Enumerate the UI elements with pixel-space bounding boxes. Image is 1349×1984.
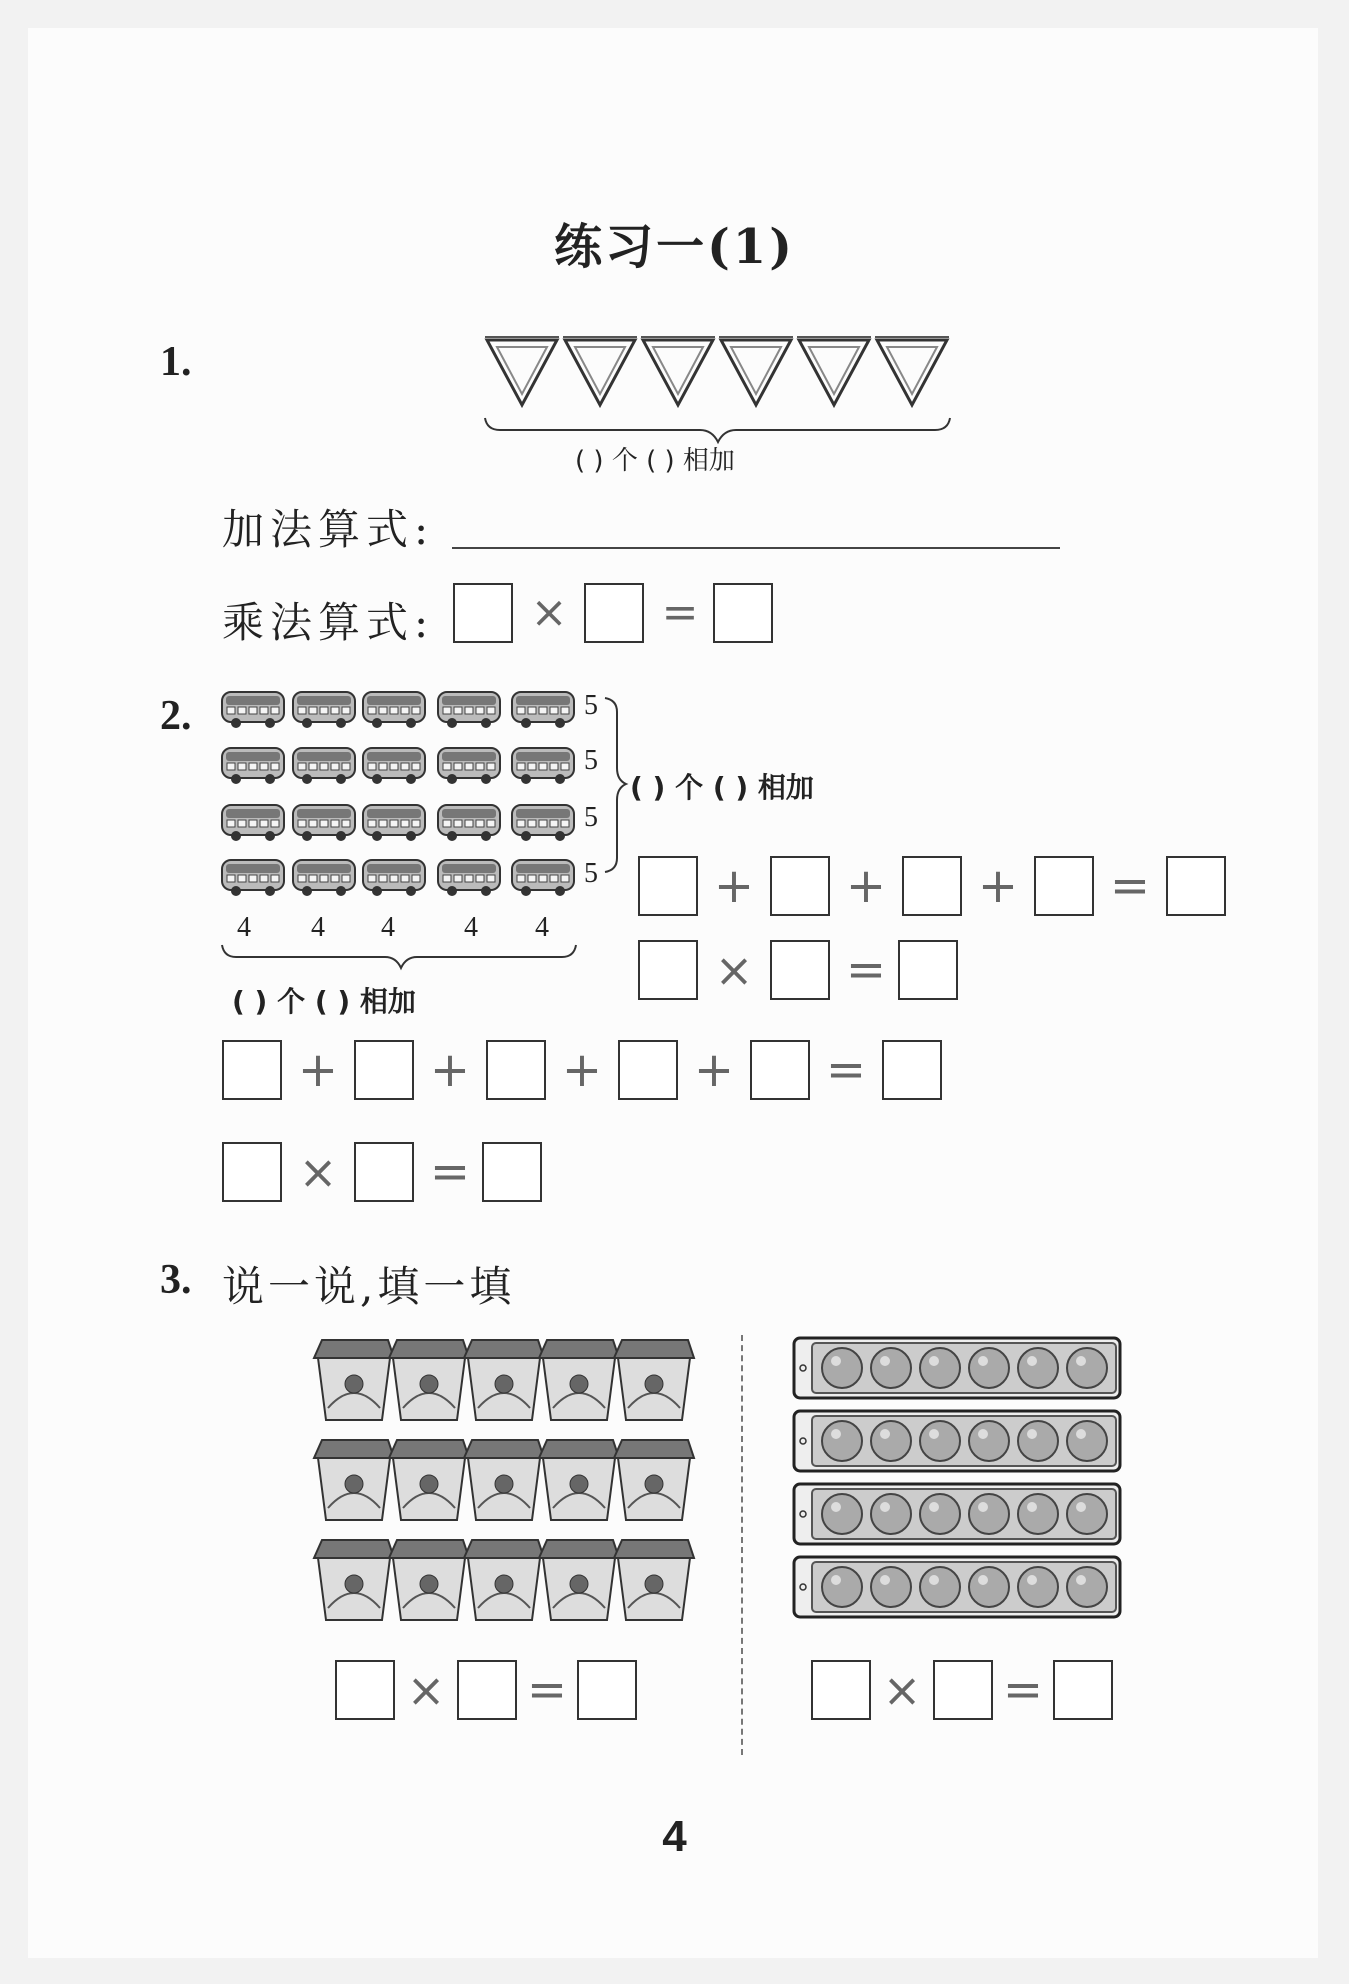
q2-row-plus-1: + xyxy=(713,858,755,914)
ball-icon xyxy=(920,1494,960,1534)
q2-row-mult-equals: = xyxy=(845,942,887,998)
ball-icon xyxy=(1067,1567,1107,1607)
q2-col-plus-3: + xyxy=(561,1042,603,1098)
q3-left-factor2-box[interactable] xyxy=(457,1660,517,1720)
q2-row-plus-2: + xyxy=(845,858,887,914)
ball-icon xyxy=(920,1421,960,1461)
page-title: 练习一(1) xyxy=(554,219,795,275)
q2-bottom-brace-text: ( ) 个 ( ) 相加 xyxy=(232,985,416,1018)
col-label-5: 4 xyxy=(535,912,549,943)
q3-left-product-box[interactable] xyxy=(577,1660,637,1720)
row-label-3: 5 xyxy=(584,802,598,833)
ball-icon xyxy=(1067,1421,1107,1461)
q2-row-times: × xyxy=(714,943,754,997)
q2-col-equals: = xyxy=(825,1042,867,1098)
ball-icon xyxy=(1067,1348,1107,1388)
q2-col-plus-4: + xyxy=(693,1042,735,1098)
col-label-1: 4 xyxy=(237,912,251,943)
ball-tray-icon xyxy=(794,1484,1120,1544)
question-3-number: 3. xyxy=(160,1257,192,1303)
q1-brace-text: ( ) 个 ( ) 相加 xyxy=(575,446,735,476)
q1-times-sign: × xyxy=(530,587,568,638)
col-label-4: 4 xyxy=(464,912,478,943)
ball-icon xyxy=(920,1348,960,1388)
ball-icon xyxy=(871,1567,911,1607)
ball-icon xyxy=(871,1494,911,1534)
q1-equals-sign: = xyxy=(661,587,699,638)
q2-row-plus-3: + xyxy=(977,858,1019,914)
addition-label: 加法算式: xyxy=(222,505,435,554)
row-label-4: 5 xyxy=(584,858,598,889)
ball-icon xyxy=(969,1348,1009,1388)
q3-right-product-box[interactable] xyxy=(1053,1660,1113,1720)
q2-row-equals: = xyxy=(1109,858,1151,914)
question-2-number: 2. xyxy=(160,693,192,739)
ball-icon xyxy=(1018,1567,1058,1607)
q3-right-factor1-box[interactable] xyxy=(811,1660,871,1720)
ball-icon xyxy=(871,1348,911,1388)
q2-col-plus-1: + xyxy=(297,1042,339,1098)
ball-icon xyxy=(969,1567,1009,1607)
ball-icon xyxy=(1018,1348,1058,1388)
ball-icon xyxy=(969,1494,1009,1534)
q2-right-brace-text: ( ) 个 ( ) 相加 xyxy=(630,771,814,804)
multiplication-label: 乘法算式: xyxy=(222,598,435,647)
ball-icon xyxy=(1018,1494,1058,1534)
question-1-number: 1. xyxy=(160,339,192,385)
col-label-2: 4 xyxy=(311,912,325,943)
question-3-prompt: 说一说,填一填 xyxy=(222,1262,516,1311)
page-number: 4 xyxy=(662,1812,687,1861)
ball-icon xyxy=(822,1348,862,1388)
q2-col-plus-2: + xyxy=(429,1042,471,1098)
q2-col-mult-equals: = xyxy=(429,1144,471,1200)
q3-left-equals: = xyxy=(526,1662,568,1718)
ball-icon xyxy=(1067,1494,1107,1534)
q3-right-factor2-box[interactable] xyxy=(933,1660,993,1720)
row-label-1: 5 xyxy=(584,690,598,721)
row-label-2: 5 xyxy=(584,745,598,776)
ball-icon xyxy=(1018,1421,1058,1461)
q3-right-equals: = xyxy=(1002,1662,1044,1718)
q3-left-factor1-box[interactable] xyxy=(335,1660,395,1720)
q2-col-times: × xyxy=(298,1145,338,1199)
q3-right-times: × xyxy=(882,1663,922,1717)
col-label-3: 4 xyxy=(381,912,395,943)
ball-tray-icon xyxy=(794,1338,1120,1398)
q3-left-times: × xyxy=(406,1663,446,1717)
ball-icon xyxy=(969,1421,1009,1461)
ball-icon xyxy=(822,1421,862,1461)
ball-icon xyxy=(822,1567,862,1607)
ball-icon xyxy=(920,1567,960,1607)
ball-icon xyxy=(871,1421,911,1461)
ball-tray-icon xyxy=(794,1557,1120,1617)
ball-tray-icon xyxy=(794,1411,1120,1471)
ball-icon xyxy=(822,1494,862,1534)
